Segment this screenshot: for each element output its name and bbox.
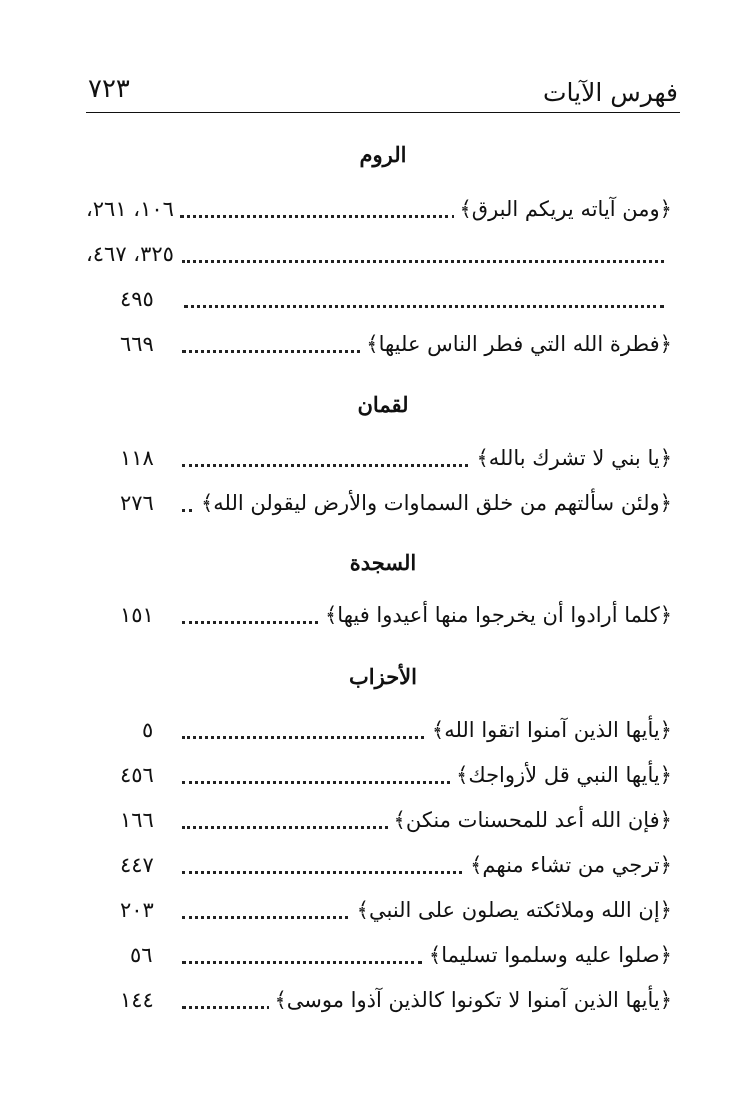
surah-heading-luqman: لقمان xyxy=(357,392,409,417)
index-entry xyxy=(86,716,680,750)
page-refs: ١٠٦، ٢٦١، xyxy=(86,197,174,221)
header-title: فهرس الآيات xyxy=(542,78,678,107)
leader-dots xyxy=(182,914,372,919)
leader-dots xyxy=(182,734,430,739)
verse-text: ﴿ولئن سألتهم من خلق السماوات والأرض ليقولن الله﴾ xyxy=(195,491,672,515)
surah-heading-ahzab: الأحزاب xyxy=(349,664,417,689)
leader-dots xyxy=(182,462,468,467)
leader-dots xyxy=(182,348,386,353)
index-entry xyxy=(86,444,680,478)
page-refs: ٥ xyxy=(142,718,154,742)
leader-dots xyxy=(184,303,664,308)
verse-text: ﴿فإن الله أعد للمحسنات منكن﴾ xyxy=(388,808,672,832)
verse-text: ﴿يأيها الذين آمنوا اتقوا الله﴾ xyxy=(426,718,672,742)
verse-text: ﴿ترجي من تشاء منهم﴾ xyxy=(464,853,672,877)
verse-text: ﴿يا بني لا تشرك بالله﴾ xyxy=(470,446,672,470)
page-refs: ٤٥٦ xyxy=(120,763,154,787)
index-entry xyxy=(86,195,680,229)
surah-heading-rum: الروم xyxy=(359,142,407,167)
page-refs: ٢٧٦ xyxy=(120,491,154,515)
verse-text: ﴿كلما أرادوا أن يخرجوا منها أعيدوا فيها﴾ xyxy=(319,603,672,627)
index-entry xyxy=(86,851,680,885)
page-refs: ١١٨ xyxy=(120,446,154,470)
index-entry xyxy=(86,330,680,364)
leader-dots xyxy=(180,213,456,218)
verse-text: ﴿يأيها الذين آمنوا لا تكونوا كالذين آذوا موسى﴾ xyxy=(269,988,673,1012)
index-entry xyxy=(86,986,680,1020)
page-refs: ١٤٤ xyxy=(120,988,154,1012)
index-entry xyxy=(86,806,680,840)
page-refs: ٤٤٧ xyxy=(120,853,154,877)
index-entry xyxy=(86,240,680,274)
verse-text: ﴿إن الله وملائكته يصلون على النبي﴾ xyxy=(351,898,672,922)
index-entry xyxy=(86,761,680,795)
page-refs: ٢٠٣ xyxy=(120,898,154,922)
verse-text: ﴿ومن آياته يريكم البرق﴾ xyxy=(454,197,673,221)
leader-dots xyxy=(182,959,422,964)
leader-dots xyxy=(182,869,486,874)
page-refs: ١٥١ xyxy=(120,603,154,627)
page-number: ٧٢٣ xyxy=(88,74,130,104)
running-header xyxy=(86,70,680,113)
verse-text: ﴿فطرة الله التي فطر الناس عليها﴾ xyxy=(360,332,672,356)
index-entry xyxy=(86,285,680,319)
page-refs: ٦٦٩ xyxy=(120,332,154,356)
page-refs: ١٦٦ xyxy=(120,808,154,832)
page-refs: ٤٩٥ xyxy=(120,287,154,311)
verse-text: ﴿يأيها النبي قل لأزواجك﴾ xyxy=(450,763,672,787)
leader-dots xyxy=(182,258,664,263)
leader-dots xyxy=(182,824,412,829)
index-entry xyxy=(86,941,680,975)
page-refs: ٣٢٥، ٤٦٧، xyxy=(86,242,174,266)
index-entry xyxy=(86,896,680,930)
verse-text: ﴿صلوا عليه وسلموا تسليما﴾ xyxy=(423,943,672,967)
leader-dots xyxy=(182,619,324,624)
surah-heading-sajda: السجدة xyxy=(349,550,417,575)
index-entry xyxy=(86,601,680,635)
page-refs: ٥٦ xyxy=(130,943,153,967)
leader-dots xyxy=(182,779,462,784)
index-entry xyxy=(86,489,680,523)
